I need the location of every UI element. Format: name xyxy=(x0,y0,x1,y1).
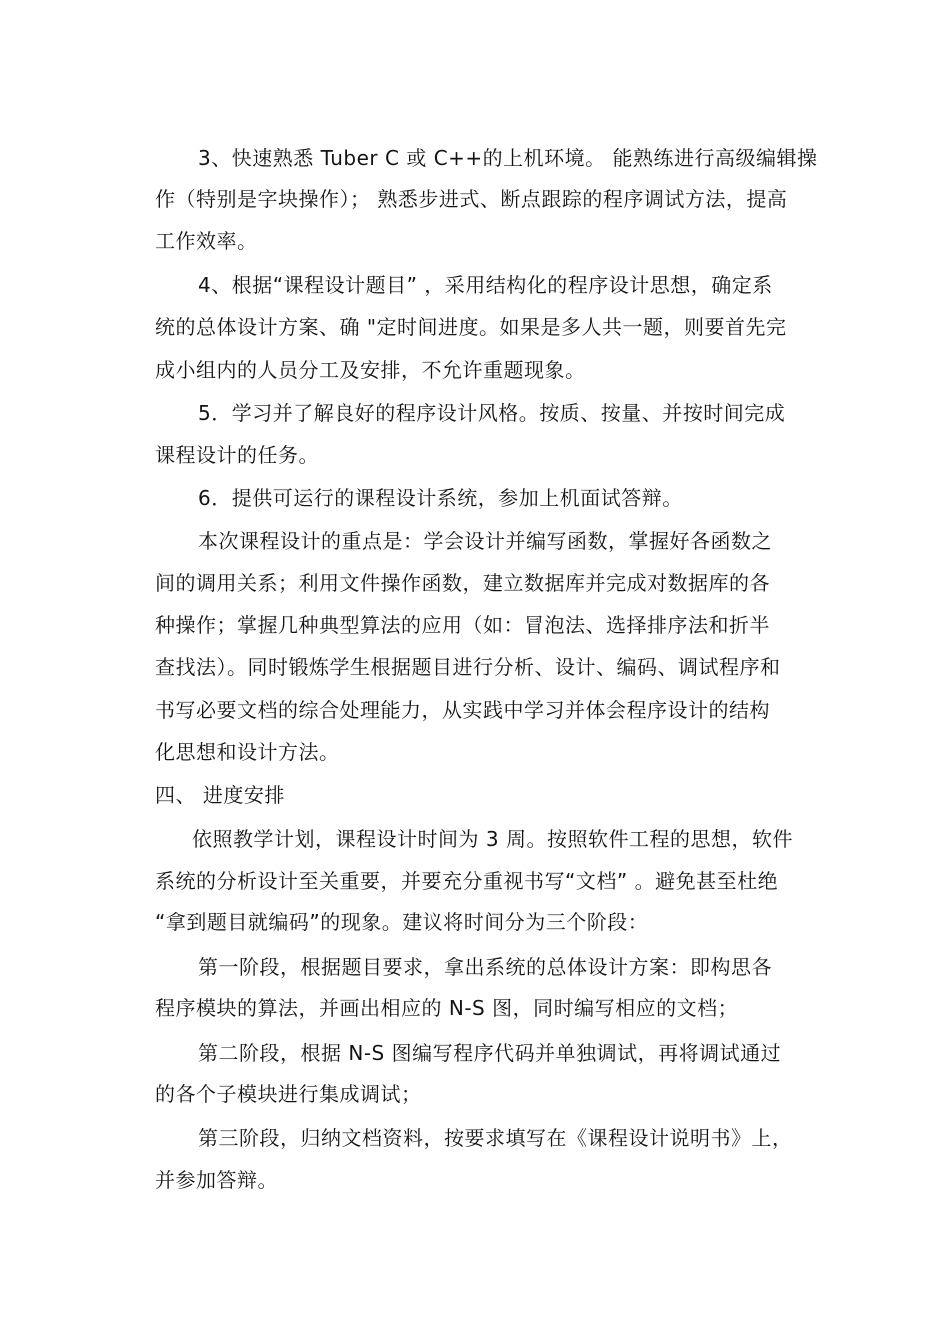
text-line: 种操作；掌握几种典型算法的应用（如：冒泡法、选择排序法和折半 xyxy=(155,613,770,637)
text-line: 作（特别是字块操作）； 熟悉步进式、断点跟踪的程序调试方法，提高 xyxy=(155,187,788,211)
text-line: 依照教学计划，课程设计时间为 3 周。按照软件工程的思想，软件 xyxy=(192,827,793,851)
text-line: 程序模块的算法，并画出相应的 N-S 图，同时编写相应的文档； xyxy=(155,996,739,1020)
text-line: 4、根据“课程设计题目” ，采用结构化的程序设计思想，确定系 xyxy=(198,273,773,297)
text-line: 的各个子模块进行集成调试； xyxy=(155,1082,422,1106)
text-line: 并参加答辩。 xyxy=(155,1168,278,1192)
text-line: 统的总体设计方案、确 "定时间进度。如果是多人共一题，则要首先完 xyxy=(155,315,787,339)
text-line: 工作效率。 xyxy=(155,229,258,253)
text-line: 第一阶段，根据题目要求，拿出系统的总体设计方案：即构思各 xyxy=(198,955,772,979)
section-heading: 四、 进度安排 xyxy=(155,783,285,807)
text-line: 系统的分析设计至关重要，并要充分重视书写“文档” 。避免甚至杜绝 xyxy=(155,869,779,893)
text-line: 成小组内的人员分工及安排，不允许重题现象。 xyxy=(155,358,586,382)
text-line: 化思想和设计方法。 xyxy=(155,740,340,764)
text-line: 第二阶段，根据 N-S 图编写程序代码并单独调试，再将调试通过 xyxy=(198,1041,782,1065)
text-line: 课程设计的任务。 xyxy=(155,443,319,467)
text-line: 5．学习并了解良好的程序设计风格。按质、按量、并按时间完成 xyxy=(198,401,786,425)
text-line: 第三阶段，归纳文档资料，按要求填写在《课程设计说明书》上， xyxy=(198,1126,793,1150)
text-line: 本次课程设计的重点是：学会设计并编写函数，掌握好各函数之 xyxy=(198,529,772,553)
text-line: 书写必要文档的综合处理能力，从实践中学习并体会程序设计的结构 xyxy=(155,698,770,722)
text-line: 6．提供可运行的课程设计系统，参加上机面试答辩。 xyxy=(198,486,683,510)
text-line: 查找法）。同时锻炼学生根据题目进行分析、设计、编码、调试程序和 xyxy=(155,655,781,679)
text-line: 3、快速熟悉 Tuber C 或 C++的上机环境。 能熟练进行高级编辑操 xyxy=(198,146,818,170)
text-line: “拿到题目就编码”的现象。建议将时间分为三个阶段： xyxy=(155,910,649,934)
text-line: 间的调用关系；利用文件操作函数，建立数据库并完成对数据库的各 xyxy=(155,571,770,595)
